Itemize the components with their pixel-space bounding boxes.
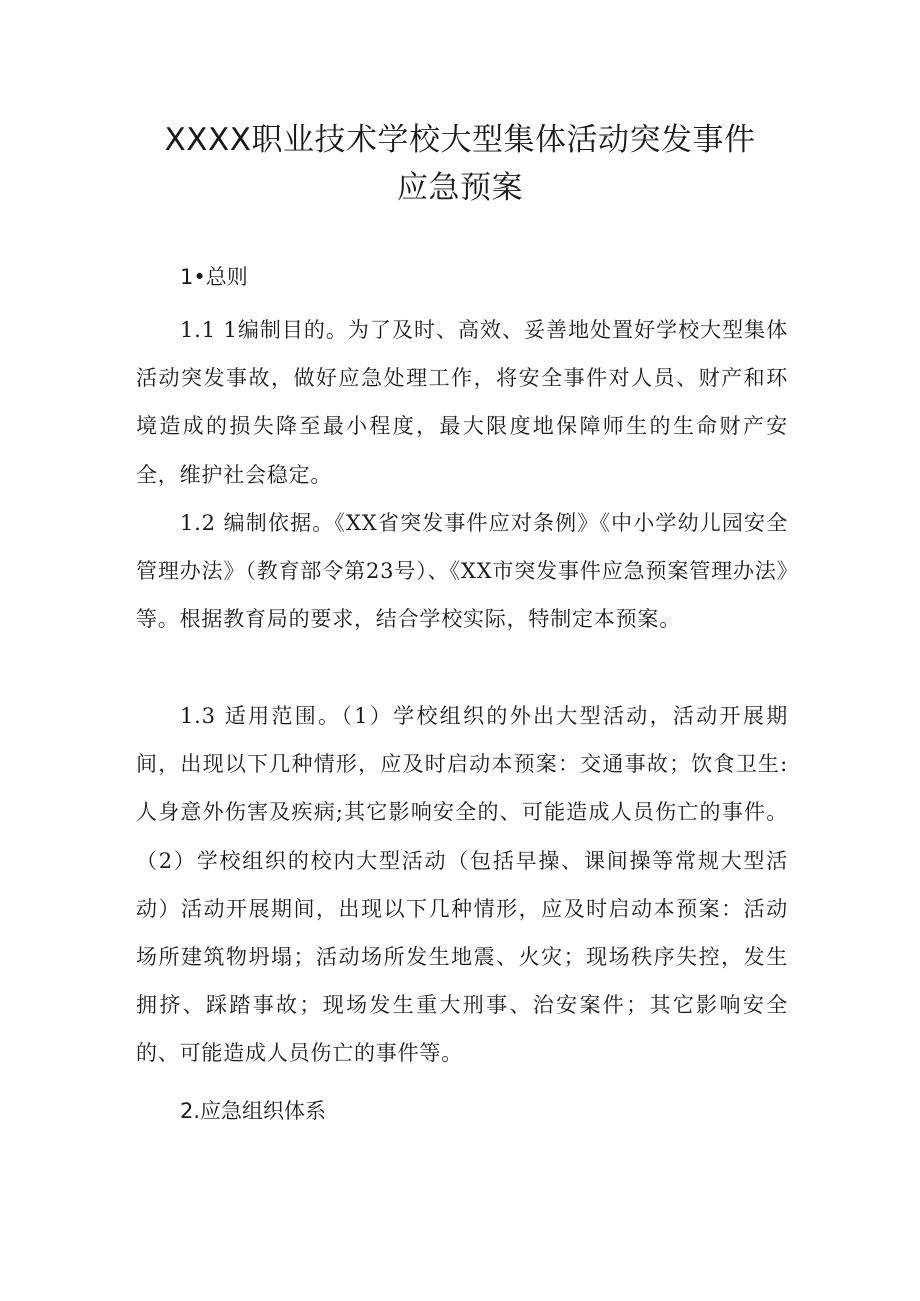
paragraph-scope: 1.3 适用范围。（1）学校组织的外出大型活动，活动开展期间，出现以下几种情形，应及时启动本预案：交通事故；饮食卫生:人身意外伤害及疾病;其它影响安全的、可能造成人员伤亡的事件。（2）学校组织的校内大型活动（包括早操、课间操等常规大型活动）活动开展期间，出现以下几种情形，应及时启动本预案：活动场所建筑物坍塌；活动场所发生地震、火灾；现场秩序失控，发生拥挤、踩踏事故；现场发生重大刑事、治安案件；其它影响安全的、可能造成人员伤亡的事件等。: [136, 704, 788, 1066]
paragraph-basis: 1.2 编制依据。《XX省突发事件应对条例》《中小学幼儿园安全管理办法》（教育部令第23号）、《XX市突发事件应急预案管理办法》等。根据教育局的要求，结合学校实际，特制定本预案。: [136, 511, 788, 632]
section-heading-organization: 2.应急组织体系: [180, 1099, 327, 1123]
section-heading-general: 1•总则: [180, 265, 248, 289]
document-title-line-2: 应急预案: [397, 170, 523, 206]
document-title-line-1: XXXX职业技术学校大型集体活动突发事件: [164, 122, 756, 158]
paragraph-purpose: 1.1 1编制目的。为了及时、高效、妥善地处置好学校大型集体活动突发事故，做好应急处理工作，将安全事件对人员、财产和环境造成的损失降至最小程度，最大限度地保障师生的生命财产安全，维护社会稳定。: [136, 318, 788, 487]
